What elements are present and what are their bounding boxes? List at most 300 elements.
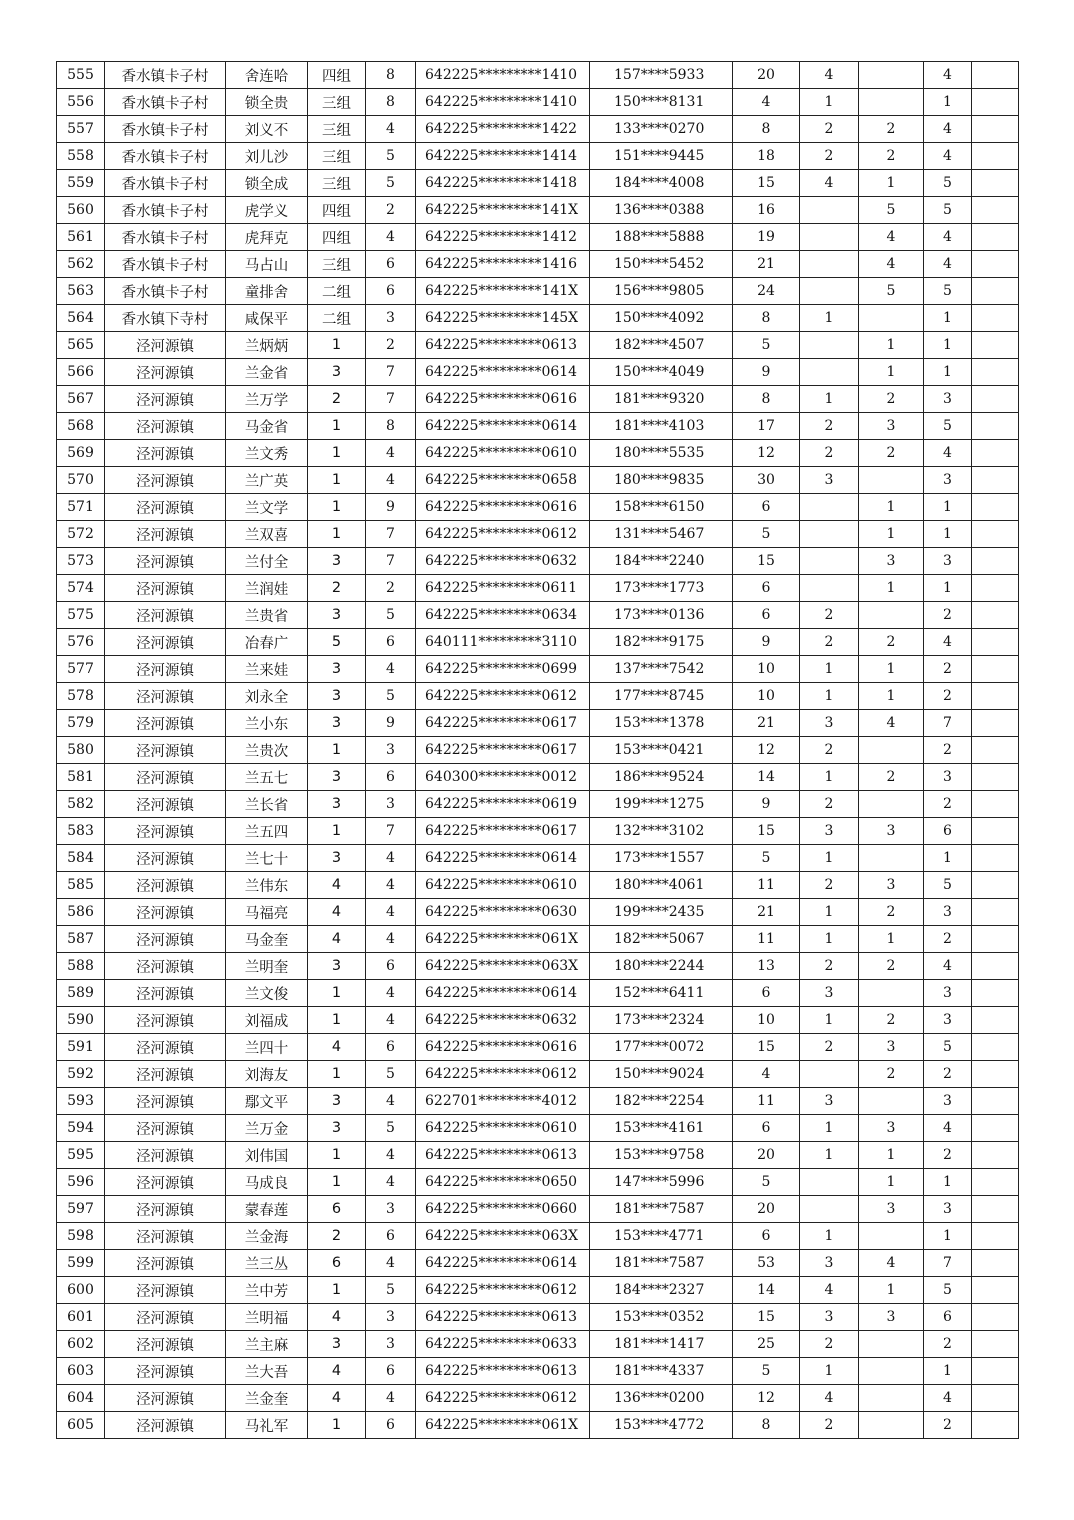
id-number-cell: 642225*********0610 [416, 1115, 590, 1142]
household-size-cell: 6 [366, 1358, 416, 1385]
count-b-cell: 1 [800, 656, 859, 683]
household-size-cell: 5 [366, 1277, 416, 1304]
count-total-cell: 5 [924, 278, 972, 305]
count-total-cell: 4 [924, 116, 972, 143]
count-c-cell: 1 [859, 521, 924, 548]
group-cell: 二组 [308, 278, 366, 305]
row-number-cell: 563 [57, 278, 105, 305]
table-row [57, 494, 1019, 521]
count-c-cell [859, 791, 924, 818]
count-total-cell: 1 [924, 845, 972, 872]
township-village-cell: 泾河源镇 [105, 467, 226, 494]
row-number-cell: 572 [57, 521, 105, 548]
id-number-cell: 642225*********0613 [416, 1358, 590, 1385]
household-size-cell: 5 [366, 1115, 416, 1142]
person-name-cell: 虎拜克 [226, 224, 308, 251]
id-number-cell: 642225*********141X [416, 278, 590, 305]
count-a-cell: 9 [733, 359, 800, 386]
remark-cell [972, 1007, 1019, 1034]
table-row [57, 1115, 1019, 1142]
household-size-cell: 7 [366, 818, 416, 845]
phone-number-cell: 153****4771 [590, 1223, 733, 1250]
count-c-cell [859, 1088, 924, 1115]
count-c-cell: 2 [859, 143, 924, 170]
count-c-cell: 3 [859, 818, 924, 845]
person-name-cell: 兰付全 [226, 548, 308, 575]
remark-cell [972, 143, 1019, 170]
row-number-cell: 561 [57, 224, 105, 251]
phone-number-cell: 150****4092 [590, 305, 733, 332]
count-a-cell: 8 [733, 116, 800, 143]
roster-table [56, 61, 1019, 1439]
id-number-cell: 642225*********0614 [416, 980, 590, 1007]
group-cell: 三组 [308, 251, 366, 278]
count-total-cell: 5 [924, 413, 972, 440]
person-name-cell: 锁全贵 [226, 89, 308, 116]
group-cell: 四组 [308, 62, 366, 89]
row-number-cell: 555 [57, 62, 105, 89]
person-name-cell: 兰长省 [226, 791, 308, 818]
remark-cell [972, 1115, 1019, 1142]
count-a-cell: 15 [733, 548, 800, 575]
count-a-cell: 30 [733, 467, 800, 494]
group-cell: 二组 [308, 305, 366, 332]
table-row [57, 1223, 1019, 1250]
count-a-cell: 6 [733, 602, 800, 629]
household-size-cell: 4 [366, 656, 416, 683]
township-village-cell: 香水镇卡子村 [105, 170, 226, 197]
count-total-cell: 4 [924, 224, 972, 251]
person-name-cell: 舍连哈 [226, 62, 308, 89]
id-number-cell: 642225*********0619 [416, 791, 590, 818]
row-number-cell: 592 [57, 1061, 105, 1088]
count-a-cell: 5 [733, 845, 800, 872]
count-b-cell [800, 548, 859, 575]
township-village-cell: 泾河源镇 [105, 1304, 226, 1331]
person-name-cell: 兰炳炳 [226, 332, 308, 359]
count-a-cell: 24 [733, 278, 800, 305]
household-size-cell: 4 [366, 926, 416, 953]
person-name-cell: 兰万金 [226, 1115, 308, 1142]
count-b-cell: 3 [800, 467, 859, 494]
group-cell: 2 [308, 1223, 366, 1250]
table-row [57, 845, 1019, 872]
count-c-cell [859, 89, 924, 116]
id-number-cell: 642225*********0617 [416, 710, 590, 737]
group-cell: 3 [308, 845, 366, 872]
group-cell: 1 [308, 980, 366, 1007]
table-row [57, 953, 1019, 980]
count-a-cell: 14 [733, 1277, 800, 1304]
phone-number-cell: 153****4772 [590, 1412, 733, 1439]
row-number-cell: 590 [57, 1007, 105, 1034]
count-c-cell [859, 1385, 924, 1412]
person-name-cell: 兰明福 [226, 1304, 308, 1331]
phone-number-cell: 182****2254 [590, 1088, 733, 1115]
row-number-cell: 604 [57, 1385, 105, 1412]
row-number-cell: 559 [57, 170, 105, 197]
township-village-cell: 香水镇卡子村 [105, 224, 226, 251]
table-row [57, 1196, 1019, 1223]
count-b-cell: 2 [800, 1331, 859, 1358]
id-number-cell: 642225*********061X [416, 926, 590, 953]
count-total-cell: 1 [924, 1358, 972, 1385]
group-cell: 3 [308, 656, 366, 683]
group-cell: 1 [308, 1277, 366, 1304]
household-size-cell: 4 [366, 1088, 416, 1115]
count-total-cell: 5 [924, 197, 972, 224]
count-a-cell: 12 [733, 737, 800, 764]
table-row [57, 116, 1019, 143]
township-village-cell: 泾河源镇 [105, 521, 226, 548]
phone-number-cell: 152****6411 [590, 980, 733, 1007]
remark-cell [972, 575, 1019, 602]
count-total-cell: 2 [924, 791, 972, 818]
id-number-cell: 642225*********0617 [416, 737, 590, 764]
count-a-cell: 5 [733, 332, 800, 359]
count-b-cell: 1 [800, 899, 859, 926]
remark-cell [972, 1250, 1019, 1277]
count-a-cell: 12 [733, 440, 800, 467]
table-row [57, 1385, 1019, 1412]
count-total-cell: 7 [924, 1250, 972, 1277]
table-row [57, 1007, 1019, 1034]
household-size-cell: 4 [366, 872, 416, 899]
row-number-cell: 580 [57, 737, 105, 764]
count-c-cell: 1 [859, 575, 924, 602]
id-number-cell: 642225*********145X [416, 305, 590, 332]
id-number-cell: 642225*********0632 [416, 1007, 590, 1034]
id-number-cell: 642225*********141X [416, 197, 590, 224]
count-total-cell: 3 [924, 1088, 972, 1115]
remark-cell [972, 899, 1019, 926]
remark-cell [972, 764, 1019, 791]
table-row [57, 926, 1019, 953]
count-total-cell: 1 [924, 89, 972, 116]
count-b-cell: 1 [800, 845, 859, 872]
row-number-cell: 558 [57, 143, 105, 170]
group-cell: 1 [308, 440, 366, 467]
person-name-cell: 兰广英 [226, 467, 308, 494]
phone-number-cell: 181****1417 [590, 1331, 733, 1358]
phone-number-cell: 184****2327 [590, 1277, 733, 1304]
phone-number-cell: 153****0421 [590, 737, 733, 764]
table-row [57, 548, 1019, 575]
household-size-cell: 9 [366, 494, 416, 521]
person-name-cell: 马金省 [226, 413, 308, 440]
count-a-cell: 6 [733, 1115, 800, 1142]
count-b-cell [800, 251, 859, 278]
township-village-cell: 泾河源镇 [105, 683, 226, 710]
table-row [57, 332, 1019, 359]
count-a-cell: 15 [733, 818, 800, 845]
count-a-cell: 17 [733, 413, 800, 440]
person-name-cell: 马礼军 [226, 1412, 308, 1439]
row-number-cell: 562 [57, 251, 105, 278]
remark-cell [972, 467, 1019, 494]
township-village-cell: 泾河源镇 [105, 1088, 226, 1115]
table-row [57, 1034, 1019, 1061]
count-a-cell: 15 [733, 1034, 800, 1061]
count-a-cell: 11 [733, 872, 800, 899]
phone-number-cell: 131****5467 [590, 521, 733, 548]
person-name-cell: 兰金奎 [226, 1385, 308, 1412]
count-total-cell: 2 [924, 602, 972, 629]
count-c-cell [859, 305, 924, 332]
count-b-cell [800, 521, 859, 548]
row-number-cell: 573 [57, 548, 105, 575]
township-village-cell: 泾河源镇 [105, 872, 226, 899]
count-b-cell: 2 [800, 629, 859, 656]
remark-cell [972, 1385, 1019, 1412]
count-total-cell: 2 [924, 1331, 972, 1358]
count-total-cell: 4 [924, 251, 972, 278]
household-size-cell: 9 [366, 710, 416, 737]
table-row [57, 872, 1019, 899]
household-size-cell: 4 [366, 1142, 416, 1169]
count-b-cell [800, 1169, 859, 1196]
id-number-cell: 642225*********0616 [416, 386, 590, 413]
phone-number-cell: 173****0136 [590, 602, 733, 629]
remark-cell [972, 710, 1019, 737]
person-name-cell: 兰文俊 [226, 980, 308, 1007]
count-b-cell: 2 [800, 143, 859, 170]
table-row [57, 1304, 1019, 1331]
group-cell: 4 [308, 1304, 366, 1331]
count-total-cell: 2 [924, 683, 972, 710]
row-number-cell: 578 [57, 683, 105, 710]
township-village-cell: 泾河源镇 [105, 845, 226, 872]
count-b-cell: 2 [800, 791, 859, 818]
row-number-cell: 588 [57, 953, 105, 980]
township-village-cell: 泾河源镇 [105, 413, 226, 440]
count-a-cell: 6 [733, 1223, 800, 1250]
township-village-cell: 泾河源镇 [105, 602, 226, 629]
count-b-cell [800, 1196, 859, 1223]
phone-number-cell: 173****2324 [590, 1007, 733, 1034]
table-row [57, 1412, 1019, 1439]
table-row [57, 683, 1019, 710]
group-cell: 1 [308, 737, 366, 764]
person-name-cell: 兰明奎 [226, 953, 308, 980]
person-name-cell: 兰双喜 [226, 521, 308, 548]
remark-cell [972, 629, 1019, 656]
phone-number-cell: 181****7587 [590, 1250, 733, 1277]
count-c-cell: 2 [859, 440, 924, 467]
person-name-cell: 兰中芳 [226, 1277, 308, 1304]
household-size-cell: 7 [366, 386, 416, 413]
count-total-cell: 4 [924, 953, 972, 980]
household-size-cell: 4 [366, 467, 416, 494]
household-size-cell: 8 [366, 413, 416, 440]
phone-number-cell: 133****0270 [590, 116, 733, 143]
household-size-cell: 4 [366, 116, 416, 143]
count-c-cell: 3 [859, 548, 924, 575]
remark-cell [972, 332, 1019, 359]
group-cell: 3 [308, 791, 366, 818]
phone-number-cell: 150****5452 [590, 251, 733, 278]
person-name-cell: 刘伟国 [226, 1142, 308, 1169]
phone-number-cell: 158****6150 [590, 494, 733, 521]
count-a-cell: 8 [733, 1412, 800, 1439]
count-c-cell: 4 [859, 224, 924, 251]
person-name-cell: 兰七十 [226, 845, 308, 872]
township-village-cell: 泾河源镇 [105, 1223, 226, 1250]
group-cell: 4 [308, 926, 366, 953]
id-number-cell: 642225*********0614 [416, 845, 590, 872]
group-cell: 6 [308, 1250, 366, 1277]
person-name-cell: 马福亮 [226, 899, 308, 926]
township-village-cell: 泾河源镇 [105, 980, 226, 1007]
row-number-cell: 565 [57, 332, 105, 359]
person-name-cell: 刘儿沙 [226, 143, 308, 170]
phone-number-cell: 180****5535 [590, 440, 733, 467]
count-total-cell: 3 [924, 1196, 972, 1223]
count-b-cell: 4 [800, 1277, 859, 1304]
table-row [57, 62, 1019, 89]
id-number-cell: 642225*********1422 [416, 116, 590, 143]
group-cell: 1 [308, 1007, 366, 1034]
group-cell: 5 [308, 629, 366, 656]
group-cell: 1 [308, 494, 366, 521]
phone-number-cell: 180****9835 [590, 467, 733, 494]
group-cell: 三组 [308, 89, 366, 116]
township-village-cell: 泾河源镇 [105, 494, 226, 521]
phone-number-cell: 173****1773 [590, 575, 733, 602]
table-row [57, 899, 1019, 926]
household-size-cell: 5 [366, 1061, 416, 1088]
count-total-cell: 4 [924, 1115, 972, 1142]
count-total-cell: 3 [924, 764, 972, 791]
count-total-cell: 1 [924, 1223, 972, 1250]
count-c-cell: 2 [859, 899, 924, 926]
count-a-cell: 5 [733, 1358, 800, 1385]
person-name-cell: 兰主麻 [226, 1331, 308, 1358]
row-number-cell: 568 [57, 413, 105, 440]
id-number-cell: 642225*********0632 [416, 548, 590, 575]
household-size-cell: 6 [366, 1223, 416, 1250]
person-name-cell: 兰贵次 [226, 737, 308, 764]
count-c-cell: 4 [859, 710, 924, 737]
township-village-cell: 泾河源镇 [105, 629, 226, 656]
person-name-cell: 兰来娃 [226, 656, 308, 683]
id-number-cell: 642225*********0616 [416, 1034, 590, 1061]
id-number-cell: 642225*********0612 [416, 521, 590, 548]
count-c-cell: 2 [859, 953, 924, 980]
phone-number-cell: 182****4507 [590, 332, 733, 359]
township-village-cell: 泾河源镇 [105, 1358, 226, 1385]
phone-number-cell: 147****5996 [590, 1169, 733, 1196]
household-size-cell: 6 [366, 251, 416, 278]
township-village-cell: 泾河源镇 [105, 1385, 226, 1412]
group-cell: 3 [308, 953, 366, 980]
count-a-cell: 21 [733, 899, 800, 926]
id-number-cell: 642225*********1410 [416, 89, 590, 116]
row-number-cell: 600 [57, 1277, 105, 1304]
count-a-cell: 53 [733, 1250, 800, 1277]
household-size-cell: 4 [366, 440, 416, 467]
remark-cell [972, 1277, 1019, 1304]
remark-cell [972, 386, 1019, 413]
row-number-cell: 569 [57, 440, 105, 467]
group-cell: 1 [308, 1412, 366, 1439]
count-total-cell: 1 [924, 521, 972, 548]
remark-cell [972, 683, 1019, 710]
row-number-cell: 566 [57, 359, 105, 386]
count-a-cell: 13 [733, 953, 800, 980]
phone-number-cell: 153****1378 [590, 710, 733, 737]
table-row [57, 980, 1019, 1007]
table-row [57, 818, 1019, 845]
count-b-cell: 1 [800, 926, 859, 953]
table-row [57, 1331, 1019, 1358]
table-row [57, 1277, 1019, 1304]
group-cell: 三组 [308, 170, 366, 197]
id-number-cell: 642225*********0614 [416, 413, 590, 440]
township-village-cell: 泾河源镇 [105, 1061, 226, 1088]
table-row [57, 1169, 1019, 1196]
remark-cell [972, 548, 1019, 575]
remark-cell [972, 170, 1019, 197]
id-number-cell: 642225*********0613 [416, 1304, 590, 1331]
person-name-cell: 马占山 [226, 251, 308, 278]
remark-cell [972, 602, 1019, 629]
group-cell: 三组 [308, 116, 366, 143]
group-cell: 3 [308, 602, 366, 629]
row-number-cell: 579 [57, 710, 105, 737]
remark-cell [972, 62, 1019, 89]
count-a-cell: 12 [733, 1385, 800, 1412]
id-number-cell: 642225*********0610 [416, 440, 590, 467]
count-b-cell [800, 575, 859, 602]
count-c-cell: 1 [859, 359, 924, 386]
phone-number-cell: 181****9320 [590, 386, 733, 413]
group-cell: 4 [308, 899, 366, 926]
remark-cell [972, 791, 1019, 818]
count-c-cell [859, 62, 924, 89]
phone-number-cell: 150****8131 [590, 89, 733, 116]
household-size-cell: 6 [366, 278, 416, 305]
count-a-cell: 10 [733, 656, 800, 683]
count-c-cell: 3 [859, 413, 924, 440]
row-number-cell: 567 [57, 386, 105, 413]
id-number-cell: 642225*********1418 [416, 170, 590, 197]
count-total-cell: 4 [924, 143, 972, 170]
group-cell: 1 [308, 413, 366, 440]
count-b-cell: 2 [800, 440, 859, 467]
phone-number-cell: 181****7587 [590, 1196, 733, 1223]
row-number-cell: 581 [57, 764, 105, 791]
count-a-cell: 14 [733, 764, 800, 791]
count-total-cell: 2 [924, 1061, 972, 1088]
household-size-cell: 3 [366, 305, 416, 332]
phone-number-cell: 181****4337 [590, 1358, 733, 1385]
remark-cell [972, 116, 1019, 143]
group-cell: 1 [308, 521, 366, 548]
township-village-cell: 泾河源镇 [105, 359, 226, 386]
township-village-cell: 香水镇卡子村 [105, 278, 226, 305]
phone-number-cell: 132****3102 [590, 818, 733, 845]
group-cell: 1 [308, 332, 366, 359]
count-c-cell: 2 [859, 1061, 924, 1088]
household-size-cell: 6 [366, 1034, 416, 1061]
household-size-cell: 3 [366, 1331, 416, 1358]
id-number-cell: 642225*********0616 [416, 494, 590, 521]
id-number-cell: 642225*********0614 [416, 1250, 590, 1277]
row-number-cell: 587 [57, 926, 105, 953]
count-c-cell: 5 [859, 197, 924, 224]
table-row [57, 575, 1019, 602]
